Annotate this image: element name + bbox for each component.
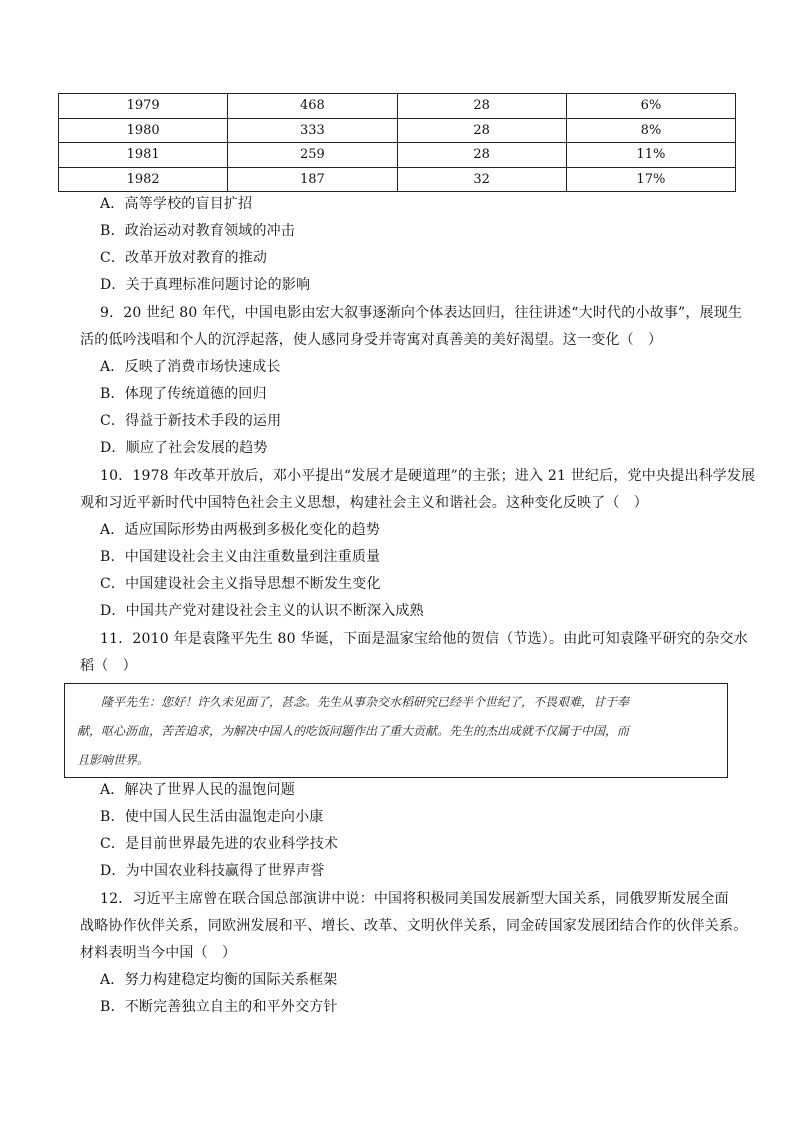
q9-option-b: B．体现了传统道德的回归 (100, 386, 267, 402)
letter-line: 且影响世界。 (77, 753, 150, 767)
table-cell: 28 (397, 143, 566, 168)
q11-option-c: C．是目前世界最先进的农业科学技术 (100, 836, 339, 852)
table-cell: 28 (397, 118, 566, 143)
q10-option-c: C．中国建设社会主义指导思想不断发生变化 (100, 576, 381, 592)
table-cell: 28 (397, 94, 566, 119)
table-cell: 1981 (59, 143, 228, 168)
congratulation-letter-excerpt (64, 683, 728, 778)
q10-option-b: B．中国建设社会主义由注重数量到注重质量 (100, 549, 381, 565)
q9-stem-line2: 活的低吟浅唱和个人的沉浮起落，使人感同身受并寄寓对真善美的美好渴望。这一变化（ ） (80, 332, 663, 348)
q12-option-a: A．努力构建稳定均衡的国际关系框架 (100, 972, 338, 988)
q11-stem-line1: 11．2010 年是袁隆平先生 80 华诞，下面是温家宝给他的贺信（节选）。由此可知袁隆平研究的杂交水 (100, 631, 748, 647)
q11-stem-line2: 稻（ ） (80, 658, 137, 674)
q8-option-c: C．改革开放对教育的推动 (100, 250, 268, 266)
q9-stem-line1: 9．20 世纪 80 年代，中国电影由宏大叙事逐渐向个体表达回归，往往讲述“大时代的小故事”，展现生 (100, 305, 743, 321)
q11-option-d: D．为中国农业科技赢得了世界声誉 (100, 863, 325, 879)
letter-line: 献，呕心沥血，苦苦追求，为解决中国人的吃饭问题作出了重大贡献。先生的杰出成就不仅属于中国，而 (77, 724, 630, 738)
table-cell: 17% (566, 167, 735, 192)
q10-stem-line1: 10．1978 年改革开放后，邓小平提出“发展才是硬道理”的主张；进入 21 世纪后，党中央提出科学发展 (100, 468, 756, 484)
q12-stem-line2: 战略协作伙伴关系，同欧洲发展和平、增长、改革、文明伙伴关系，同金砖国家发展团结合作的伙伴关系。 (80, 918, 748, 934)
q8-option-a: A．高等学校的盲目扩招 (100, 196, 253, 212)
table-cell: 1980 (59, 118, 228, 143)
q12-stem-line1: 12．习近平主席曾在联合国总部演讲中说：中国将积极同美国发展新型大国关系，同俄罗斯发展全面 (100, 891, 729, 907)
statistics-table (58, 93, 736, 192)
table-cell: 1979 (59, 94, 228, 119)
q8-option-b: B．政治运动对教育领域的冲击 (100, 223, 296, 239)
table-cell: 468 (228, 94, 397, 119)
table-cell: 8% (566, 118, 735, 143)
table-cell: 1982 (59, 167, 228, 192)
table-cell: 32 (397, 167, 566, 192)
q11-option-b: B．使中国人民生活由温饱走向小康 (100, 809, 324, 825)
q12-option-b: B．不断完善独立自主的和平外交方针 (100, 999, 338, 1015)
q9-option-c: C．得益于新技术手段的运用 (100, 413, 282, 429)
table-cell: 333 (228, 118, 397, 143)
q9-option-a: A．反映了消费市场快速成长 (100, 359, 281, 375)
table-row (59, 94, 736, 119)
q8-option-d: D．关于真理标准问题讨论的影响 (100, 277, 311, 293)
table-row (59, 143, 736, 168)
q10-option-d: D．中国共产党对建设社会主义的认识不断深入成熟 (100, 603, 424, 619)
q9-option-d: D．顺应了社会发展的趋势 (100, 440, 268, 456)
q12-stem-line3: 材料表明当今中国（ ） (80, 945, 237, 961)
table-cell: 11% (566, 143, 735, 168)
table-cell: 6% (566, 94, 735, 119)
table-cell: 259 (228, 143, 397, 168)
q10-option-a: A．适应国际形势由两极到多极化变化的趋势 (100, 522, 381, 538)
table-cell: 187 (228, 167, 397, 192)
q10-stem-line2: 观和习近平新时代中国特色社会主义思想，构建社会主义和谐社会。这种变化反映了（ ） (80, 495, 648, 511)
table-row (59, 167, 736, 192)
table-row (59, 118, 736, 143)
letter-line: 隆平先生：您好！许久未见面了，甚念。先生从事杂交水稻研究已经半个世纪了，不畏艰难，甘于奉 (101, 695, 630, 709)
q11-option-a: A．解决了世界人民的温饱问题 (100, 782, 295, 798)
